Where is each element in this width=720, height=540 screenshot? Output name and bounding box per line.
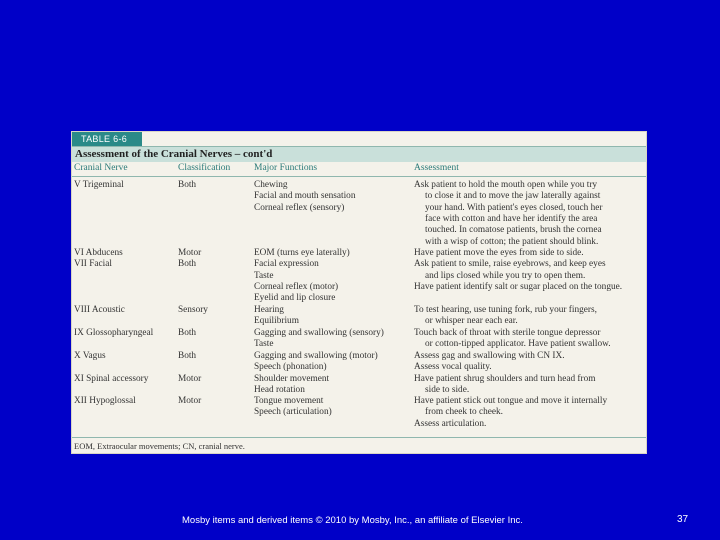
cell-classification: Both [178, 259, 197, 270]
function-line: Chewing [254, 180, 288, 190]
assessment-line: Have patient move the eyes from side to side. [414, 248, 584, 258]
assessment-line: Assess gag and swallowing with CN IX. [414, 351, 565, 361]
function-line: Facial and mouth sensation [254, 191, 356, 202]
cell-nerve: IX Glossopharyngeal [74, 328, 154, 338]
table-header-row [72, 162, 646, 177]
cell-classification: Both [178, 180, 197, 190]
cell-assessment [414, 328, 611, 351]
copyright-notice: Mosby items and derived items © 2010 by Mosby, Inc., an affiliate of Elsevier Inc. [182, 515, 523, 526]
cell-assessment [414, 305, 597, 328]
cell-classification: Motor [178, 396, 202, 406]
cell-assessment [414, 180, 602, 248]
cell-functions [254, 305, 299, 328]
cell-nerve: VI Abducens [74, 248, 123, 258]
header-major-functions: Major Functions [254, 163, 318, 173]
cell-classification: Both [178, 328, 197, 338]
footnote-divider [72, 437, 646, 438]
table-footnote: EOM, Extraocular movements; CN, cranial nerve. [74, 441, 245, 451]
assessment-line: Have patient stick out tongue and move it internally [414, 396, 608, 406]
function-line: Speech (phonation) [254, 362, 327, 373]
cell-functions [254, 248, 350, 259]
assessment-line: your hand. With patient's eyes closed, touch her [425, 202, 603, 213]
cell-functions [254, 351, 378, 374]
cell-assessment [414, 374, 596, 397]
assessment-line: Assess vocal quality. [414, 362, 492, 373]
cell-functions [254, 374, 329, 397]
cell-functions [254, 180, 355, 214]
cell-assessment [414, 259, 622, 293]
cell-functions [254, 396, 332, 419]
assessment-line: or cotton-tipped applicator. Have patient swallow. [425, 339, 611, 350]
cell-classification: Sensory [178, 305, 208, 315]
cell-classification: Motor [178, 373, 202, 384]
assessment-line: To test hearing, use tuning fork, rub your fingers, [414, 305, 597, 315]
cell-assessment [414, 396, 607, 430]
function-line: Gagging and swallowing (sensory) [254, 328, 384, 338]
cranial-nerves-table [71, 131, 647, 454]
assessment-line: or whisper near each ear. [425, 316, 518, 327]
cell-nerve: XI Spinal accessory [74, 373, 149, 384]
assessment-line: from cheek to cheek. [425, 407, 503, 418]
assessment-line: Have patient identify salt or sugar placed on the tongue. [414, 282, 623, 293]
cell-nerve: VIII Acoustic [74, 305, 125, 315]
function-line: Corneal reflex (motor) [254, 282, 339, 293]
assessment-line: Touch back of throat with sterile tongue depressor [414, 328, 601, 338]
cell-classification: Motor [178, 248, 202, 258]
function-line: Tongue movement [254, 396, 324, 406]
assessment-line: Ask patient to hold the mouth open while you try [414, 180, 598, 190]
assessment-line: to close it and to move the jaw laterally against [425, 191, 601, 202]
table-number-tag: TABLE 6-6 [72, 132, 142, 146]
function-line: Taste [254, 270, 274, 281]
function-line: Speech (articulation) [254, 407, 332, 418]
function-line: Facial expression [254, 259, 319, 270]
cell-assessment [414, 248, 584, 259]
assessment-line: side to side. [425, 384, 470, 395]
assessment-line: with a wisp of cotton; the patient should blink. [425, 236, 599, 247]
function-line: Hearing [254, 305, 284, 315]
function-line: Corneal reflex (sensory) [254, 202, 345, 213]
function-line: EOM (turns eye laterally) [254, 248, 350, 258]
header-assessment: Assessment [414, 163, 459, 173]
cell-functions [254, 328, 384, 351]
function-line: Equilibrium [254, 316, 299, 327]
assessment-line: and lips closed while you try to open them. [425, 270, 586, 281]
cell-classification: Both [178, 351, 197, 361]
function-line: Gagging and swallowing (motor) [254, 351, 378, 361]
header-classification: Classification [178, 163, 231, 173]
cell-functions [254, 259, 338, 304]
header-cranial-nerve: Cranial Nerve [74, 163, 128, 173]
slide-number: 37 [677, 514, 689, 525]
assessment-line: Ask patient to smile, raise eyebrows, and keep eyes [414, 259, 606, 270]
function-line: Head rotation [254, 384, 305, 395]
assessment-line: Assess articulation. [414, 418, 487, 429]
cell-nerve: X Vagus [74, 351, 106, 361]
function-line: Eyelid and lip closure [254, 293, 336, 304]
assessment-line: Have patient shrug shoulders and turn head from [414, 373, 596, 384]
assessment-line: face with cotton and have her identify the area [425, 214, 598, 225]
assessment-line: touched. In comatose patients, brush the cornea [425, 225, 602, 236]
function-line: Shoulder movement [254, 373, 330, 384]
cell-nerve: V Trigeminal [74, 180, 124, 190]
cell-nerve: XII Hypoglossal [74, 396, 136, 406]
cell-nerve: VII Facial [74, 259, 112, 270]
function-line: Taste [254, 339, 274, 350]
table-title: Assessment of the Cranial Nerves – cont'd [72, 146, 646, 162]
cell-assessment [414, 351, 565, 374]
